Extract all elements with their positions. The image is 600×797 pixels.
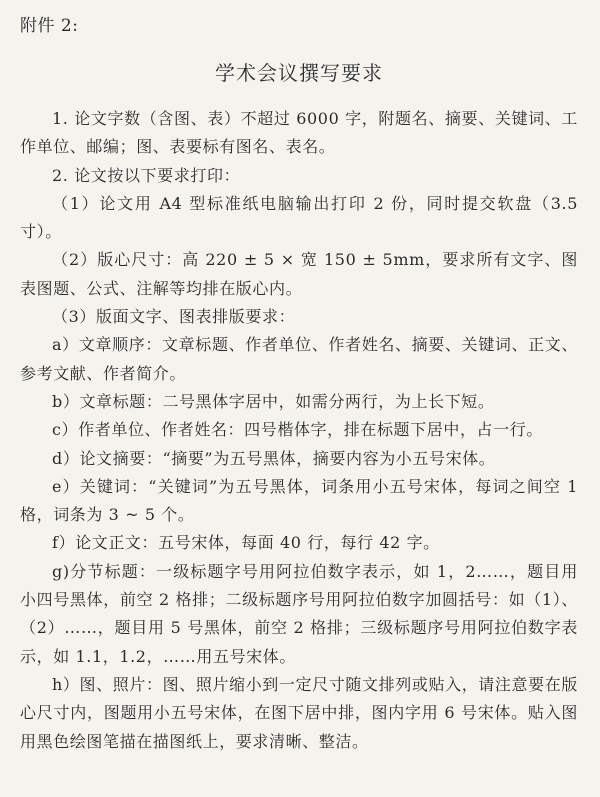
document-body: [20, 105, 578, 756]
paragraph-article-order: a）文章顺序：文章标题、作者单位、作者姓名、摘要、关键词、正文、参考文献、作者简介。: [20, 335, 578, 383]
paragraph-figures-photos: h）图、照片：图、照片缩小到一定尺寸随文排列或贴入，请注意要在版心尺寸内，图题用小五号宋体，在图下居中排，图内字用 6 号宋体。贴入图用黑色绘图笔描在描图纸上，要求清晰、整洁。: [20, 674, 578, 751]
paragraph-word-count: 1. 论文字数（含图、表）不超过 6000 字，附题名、摘要、关键词、工作单位、邮编；图、表要标有图名、表名。: [20, 109, 578, 157]
attachment-label: 附件 2:: [20, 16, 79, 36]
paragraph-main-text: f）论文正文：五号宋体，每面 40 行，每行 42 字。: [52, 533, 440, 553]
paragraph-section-headings: g)分节标题：一级标题字号用阿拉伯数字表示，如 1，2……，题目用小四号黑体，前空 2 格排；二级标题序号用阿拉伯数字加圆括号：如（1）、（2）……，题目用 5 号黑体，前空 2 格排；三级标题序号用阿拉伯数字表示，如 1.1，1.2，……用五号宋体。: [20, 561, 578, 666]
paragraph-paper-output: （1）论文用 A4 型标准纸电脑输出打印 2 份，同时提交软盘（3.5 寸）。: [20, 193, 578, 242]
paragraph-type-area-size: （2）版心尺寸：高 220 ± 5 × 宽 150 ± 5mm，要求所有文字、图表图题、公式、注解等均排在版心内。: [20, 250, 578, 298]
document-title: 学术会议撰写要求: [215, 61, 383, 85]
paragraph-article-title: b）文章标题：二号黑体字居中，如需分两行，为上长下短。: [52, 391, 495, 411]
paragraph-print-requirements: 2. 论文按以下要求打印：: [52, 165, 241, 185]
paragraph-keywords: e）关键词：“关键词”为五号黑体，词条用小五号宋体，每词之间空 1 格，词条为 3 ~ 5 个。: [20, 476, 578, 525]
paragraph-layout-requirements: （3）版面文字、图表排版要求：: [52, 307, 296, 327]
paragraph-abstract: d）论文摘要：“摘要”为五号黑体，摘要内容为小五号宋体。: [52, 448, 496, 468]
paragraph-author-info: c）作者单位、作者姓名：四号楷体字，排在标题下居中，占一行。: [52, 420, 543, 440]
